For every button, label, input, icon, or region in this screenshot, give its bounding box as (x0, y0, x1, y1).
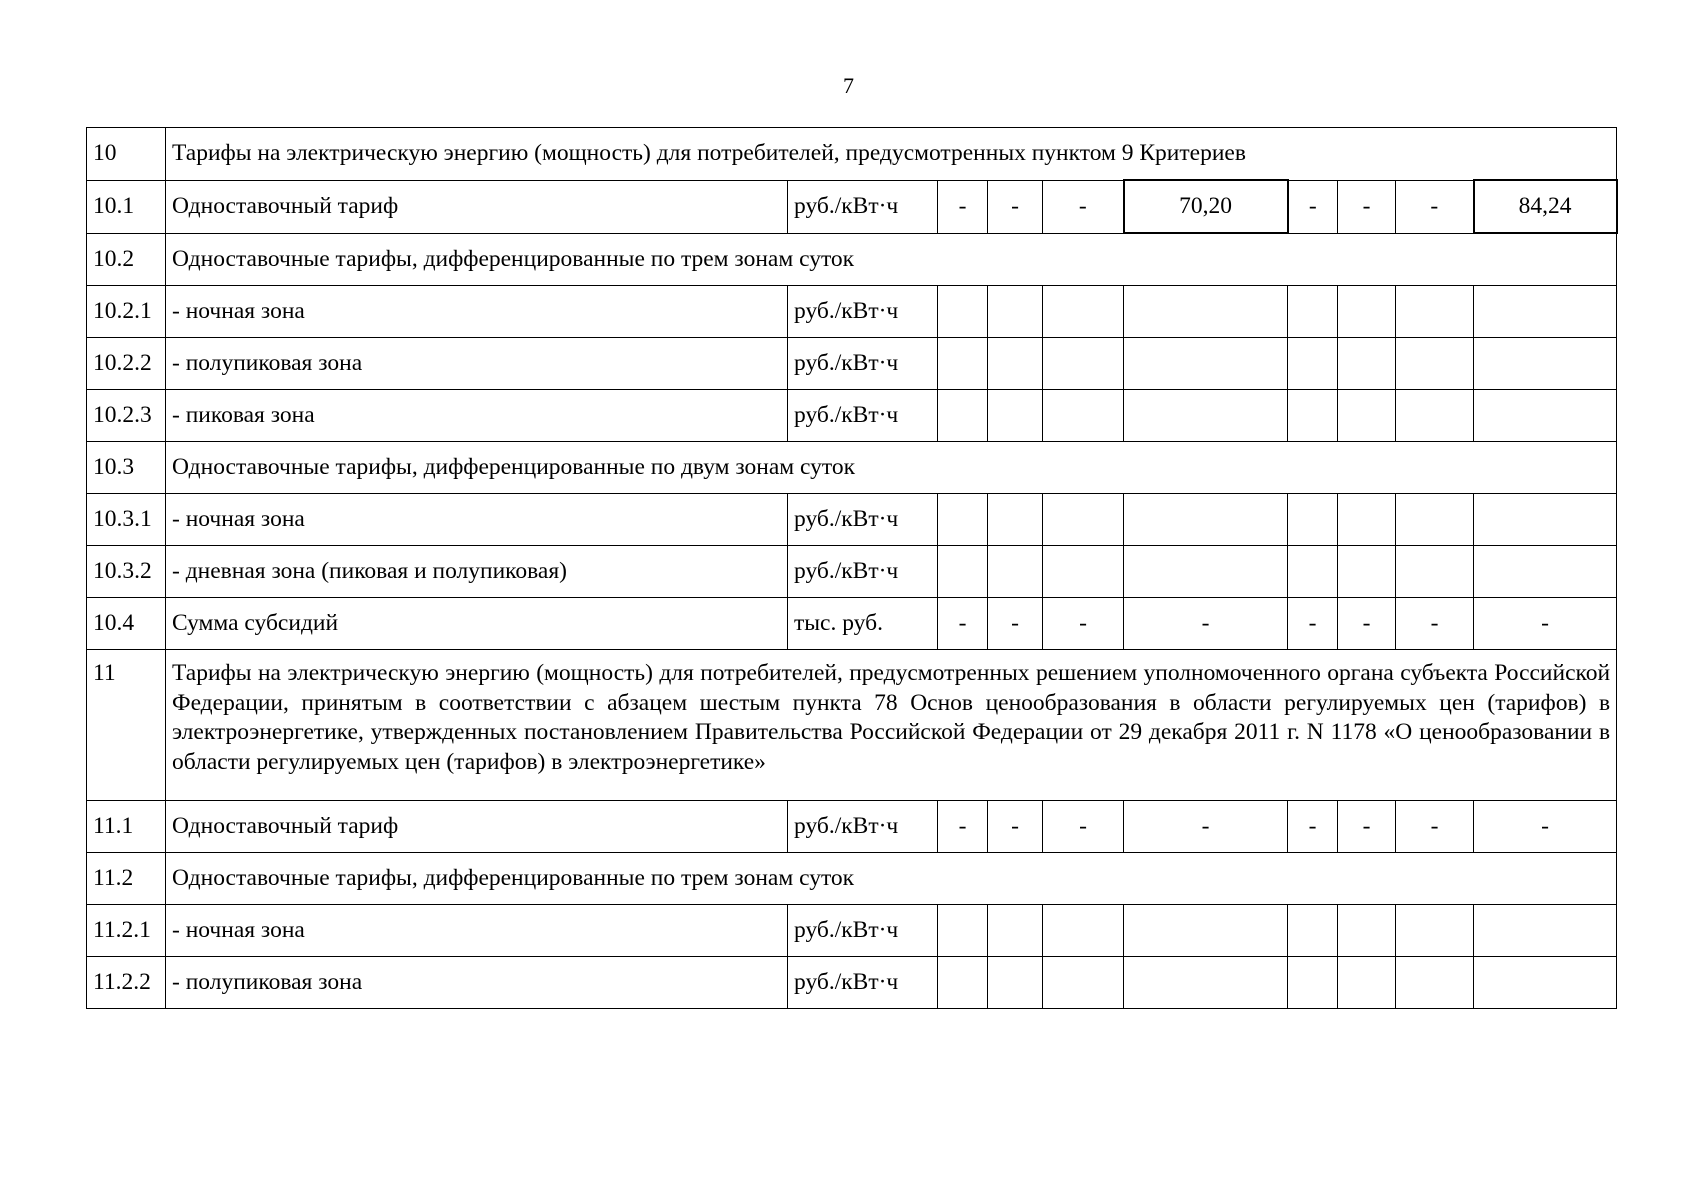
value-cell: 70,20 (1124, 180, 1288, 233)
value-cell (1396, 286, 1474, 338)
table-row (87, 853, 1617, 905)
value-cell (1474, 286, 1617, 338)
value-cell: - (1474, 801, 1617, 853)
value-cell (938, 390, 988, 442)
value-cell: - (1288, 598, 1338, 650)
value-cell (1043, 390, 1124, 442)
table-row (87, 338, 1617, 390)
value-cell (1474, 546, 1617, 598)
value-cell (1043, 286, 1124, 338)
value-cell (1288, 286, 1338, 338)
value-cell (1124, 390, 1288, 442)
value-cell (1474, 494, 1617, 546)
unit-cell: руб./кВт·ч (788, 338, 938, 390)
value-cell (1396, 338, 1474, 390)
unit-cell: руб./кВт·ч (788, 286, 938, 338)
value-cell (988, 494, 1043, 546)
row-label: - пиковая зона (166, 390, 788, 442)
value-cell (1396, 905, 1474, 957)
page-number: 7 (843, 73, 854, 98)
section-title: Одноставочные тарифы, дифференцированные по трем зонам суток (166, 233, 1617, 286)
value-cell: - (1396, 180, 1474, 233)
table-row (87, 801, 1617, 853)
table-row (87, 390, 1617, 442)
value-cell (938, 286, 988, 338)
value-cell: - (988, 801, 1043, 853)
table-row (87, 180, 1617, 233)
value-cell (1043, 546, 1124, 598)
unit-cell: руб./кВт·ч (788, 494, 938, 546)
value-cell (1396, 390, 1474, 442)
value-cell (988, 546, 1043, 598)
tariff-table (86, 127, 1618, 1009)
value-cell (988, 286, 1043, 338)
value-cell (938, 546, 988, 598)
value-cell (1338, 338, 1396, 390)
value-cell (1288, 546, 1338, 598)
value-cell: - (938, 598, 988, 650)
section-title: Тарифы на электрическую энергию (мощность) для потребителей, предусмотренных решением уполномоченного органа субъекта Российской Федерации, принятым в соответствии с абзацем шестым пункта 78 Основ ценообразования в области регулируемых цен (тарифов) в электроэнергетике, утвержденных постановлением Правительства Российской Федерации от 29 декабря 2011 г. N 1178 «О ценообразовании в области регулируемых цен (тарифов) в электроэнергетике» (166, 650, 1617, 801)
value-cell: - (988, 598, 1043, 650)
value-cell (1043, 957, 1124, 1009)
table-row (87, 598, 1617, 650)
row-number: 11.2.2 (87, 957, 166, 1009)
table-row (87, 494, 1617, 546)
value-cell (938, 338, 988, 390)
table-row (87, 233, 1617, 286)
row-number: 11.2 (87, 853, 166, 905)
value-cell: - (938, 801, 988, 853)
row-number: 10.2.1 (87, 286, 166, 338)
row-number: 11.2.1 (87, 905, 166, 957)
value-cell (1338, 494, 1396, 546)
unit-cell: тыс. руб. (788, 598, 938, 650)
value-cell (1288, 905, 1338, 957)
unit-cell: руб./кВт·ч (788, 546, 938, 598)
value-cell (1124, 957, 1288, 1009)
row-label: Одноставочный тариф (166, 801, 788, 853)
row-label: Одноставочный тариф (166, 180, 788, 233)
unit-cell: руб./кВт·ч (788, 905, 938, 957)
table-row (87, 546, 1617, 598)
value-cell (938, 494, 988, 546)
row-number: 10.3.1 (87, 494, 166, 546)
row-number: 10.3.2 (87, 546, 166, 598)
value-cell (1474, 390, 1617, 442)
value-cell: - (1288, 801, 1338, 853)
value-cell (1288, 390, 1338, 442)
value-cell: - (1288, 180, 1338, 233)
value-cell (1396, 494, 1474, 546)
value-cell (1338, 390, 1396, 442)
value-cell (1043, 494, 1124, 546)
value-cell: - (1396, 598, 1474, 650)
value-cell (988, 905, 1043, 957)
unit-cell: руб./кВт·ч (788, 390, 938, 442)
section-title: Одноставочные тарифы, дифференцированные по трем зонам суток (166, 853, 1617, 905)
value-cell: - (938, 180, 988, 233)
value-cell (1338, 957, 1396, 1009)
row-number: 10.3 (87, 442, 166, 494)
row-number: 10.2.3 (87, 390, 166, 442)
value-cell: - (1043, 801, 1124, 853)
value-cell: 84,24 (1474, 180, 1617, 233)
value-cell (1124, 286, 1288, 338)
value-cell (1474, 338, 1617, 390)
value-cell (1124, 546, 1288, 598)
row-label: - ночная зона (166, 905, 788, 957)
value-cell: - (1043, 598, 1124, 650)
row-label: - дневная зона (пиковая и полупиковая) (166, 546, 788, 598)
value-cell (988, 338, 1043, 390)
table-row (87, 650, 1617, 801)
row-number: 11 (87, 650, 166, 801)
unit-cell: руб./кВт·ч (788, 801, 938, 853)
value-cell (1288, 957, 1338, 1009)
value-cell: - (1043, 180, 1124, 233)
value-cell: - (1124, 598, 1288, 650)
value-cell (1338, 905, 1396, 957)
section-title: Одноставочные тарифы, дифференцированные по двум зонам суток (166, 442, 1617, 494)
unit-cell: руб./кВт·ч (788, 180, 938, 233)
table-row (87, 128, 1617, 181)
value-cell (1474, 905, 1617, 957)
section-title: Тарифы на электрическую энергию (мощность) для потребителей, предусмотренных пунктом 9 Критериев (166, 128, 1617, 181)
row-number: 11.1 (87, 801, 166, 853)
row-label: - ночная зона (166, 286, 788, 338)
unit-cell: руб./кВт·ч (788, 957, 938, 1009)
value-cell: - (1396, 801, 1474, 853)
value-cell: - (1338, 801, 1396, 853)
value-cell (938, 905, 988, 957)
row-label: - ночная зона (166, 494, 788, 546)
value-cell (1043, 338, 1124, 390)
value-cell (1124, 494, 1288, 546)
value-cell (1288, 494, 1338, 546)
value-cell (1288, 338, 1338, 390)
value-cell (1338, 286, 1396, 338)
value-cell: - (1474, 598, 1617, 650)
row-number: 10 (87, 128, 166, 181)
table-row (87, 957, 1617, 1009)
table-row (87, 286, 1617, 338)
value-cell: - (1124, 801, 1288, 853)
row-number: 10.2 (87, 233, 166, 286)
value-cell: - (988, 180, 1043, 233)
row-label: - полупиковая зона (166, 957, 788, 1009)
value-cell (1043, 905, 1124, 957)
value-cell (1396, 957, 1474, 1009)
table-row (87, 905, 1617, 957)
value-cell (1338, 546, 1396, 598)
row-label: Сумма субсидий (166, 598, 788, 650)
value-cell (1396, 546, 1474, 598)
table-row (87, 442, 1617, 494)
value-cell (988, 390, 1043, 442)
value-cell (1124, 905, 1288, 957)
row-number: 10.1 (87, 180, 166, 233)
value-cell (988, 957, 1043, 1009)
row-number: 10.4 (87, 598, 166, 650)
value-cell (938, 957, 988, 1009)
value-cell (1474, 957, 1617, 1009)
value-cell: - (1338, 180, 1396, 233)
value-cell: - (1338, 598, 1396, 650)
value-cell (1124, 338, 1288, 390)
row-label: - полупиковая зона (166, 338, 788, 390)
row-number: 10.2.2 (87, 338, 166, 390)
